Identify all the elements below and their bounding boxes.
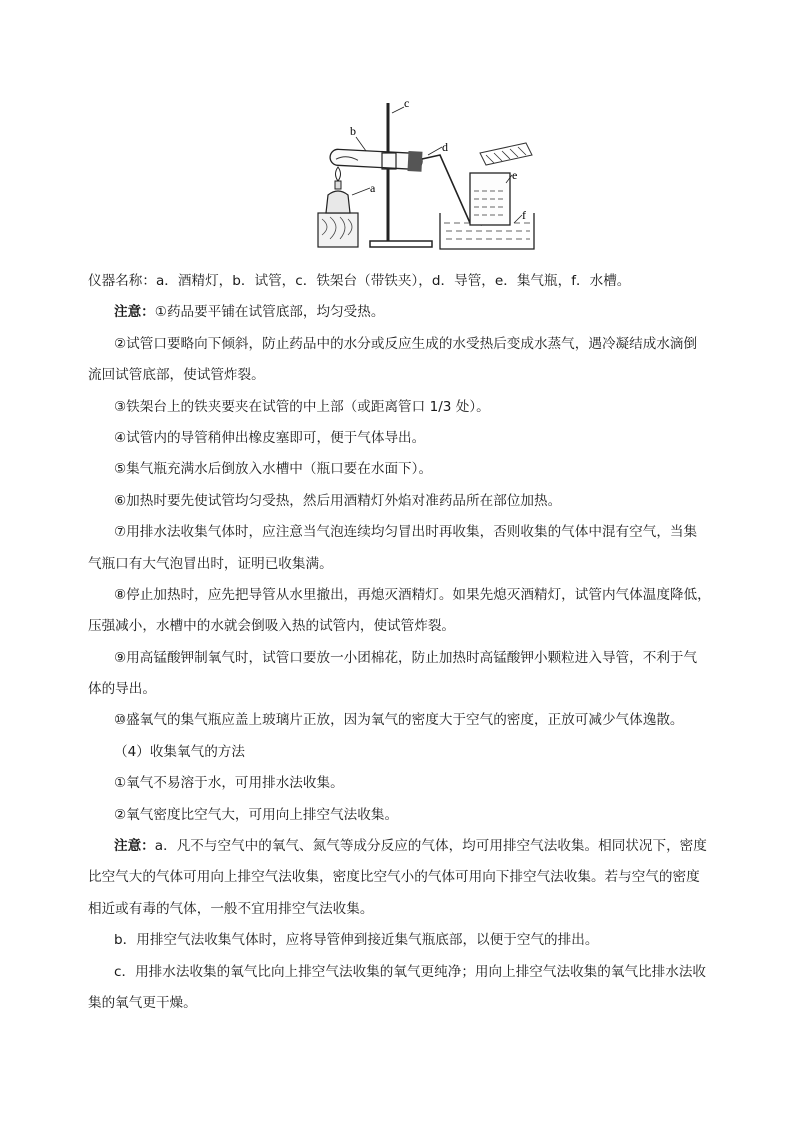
instrument-names: 仪器名称：a．酒精灯，b．试管，c．铁架台（带铁夹），d．导管，e．集气瓶，f．水槽。 xyxy=(88,273,631,289)
label-f: f xyxy=(522,208,526,222)
flame xyxy=(336,167,341,181)
note-c-line1: c．用排水法收集的氧气比向上排空气法收集的氧气更纯净；用向上排空气法收集的氧气比排水法收 xyxy=(114,963,707,980)
note-text: ①药品要平铺在试管底部，均匀受热。 xyxy=(154,304,385,321)
apparatus-svg xyxy=(300,95,548,260)
note-b: b．用排空气法收集气体时，应将导管伸到接近集气瓶底部，以便于空气的排出。 xyxy=(114,932,599,949)
document-body xyxy=(88,266,716,1019)
stand-base xyxy=(370,241,432,247)
note-8-line2: 压强减小，水槽中的水就会倒吸入热的试管内，使试管炸裂。 xyxy=(88,618,456,635)
note-4: ④试管内的导管稍伸出橡皮塞即可，便于气体导出。 xyxy=(114,429,426,446)
note-3: ③铁架台上的铁夹要夹在试管的中上部（或距离管口 1/3 处）。 xyxy=(114,398,490,415)
note-7-line1: ⑦用排水法收集气体时，应注意当气泡连续均匀冒出时再收集，否则收集的气体中混有空气，当集 xyxy=(114,524,698,541)
note-1 xyxy=(88,297,716,328)
note-a-text: a．凡不与空气中的氧气、氮气等成分反应的气体，均可用排空气法收集。相同状况下，密度 xyxy=(154,838,707,855)
note-a-line1 xyxy=(88,831,716,862)
note-2-line2: 流回试管底部，使试管炸裂。 xyxy=(88,367,265,384)
alcohol-lamp xyxy=(326,191,350,213)
label-c: c xyxy=(404,96,410,110)
note-7-line2: 气瓶口有大气泡冒出时，证明已收集满。 xyxy=(88,555,333,572)
note-c-line2: 集的氧气更干燥。 xyxy=(88,994,197,1011)
label-b: b xyxy=(350,124,356,138)
test-tube xyxy=(330,147,423,172)
label-d: d xyxy=(442,140,448,154)
stopper xyxy=(407,151,422,172)
note-a-line2: 比空气大的气体可用向上排空气法收集，密度比空气小的气体可用向下排空气法收集。若与空气的密度 xyxy=(88,869,700,886)
note-10: ⑩盛氧气的集气瓶应盖上玻璃片正放，因为氧气的密度大于空气的密度，正放可减少气体逸散。 xyxy=(114,712,684,729)
note-a-line3: 相近或有毒的气体，一般不宜用排空气法收集。 xyxy=(88,900,374,917)
note-label-2: 注意： xyxy=(114,838,155,855)
note-label: 注意： xyxy=(114,304,155,321)
apparatus-diagram xyxy=(300,95,548,260)
section-heading: （4）收集氧气的方法 xyxy=(114,743,245,760)
note-9-line1: ⑨用高锰酸钾制氧气时，试管口要放一小团棉花，防止加热时高锰酸钾小颗粒进入导管，不利于气 xyxy=(114,649,698,666)
method-1: ①氧气不易溶于水，可用排水法收集。 xyxy=(114,775,344,792)
note-6: ⑥加热时要先使试管均匀受热，然后用酒精灯外焰对准药品所在部位加热。 xyxy=(114,492,562,509)
wooden-block xyxy=(318,213,358,247)
label-a: a xyxy=(370,181,376,195)
label-e: e xyxy=(512,168,518,182)
note-8-line1: ⑧停止加热时，应先把导管从水里撤出，再熄灭酒精灯。如果先熄灭酒精灯，试管内气体温度降低， xyxy=(114,586,711,603)
note-2-line1: ②试管口要略向下倾斜，防止药品中的水分或反应生成的水受热后变成水蒸气，遇冷凝结成水滴倒 xyxy=(114,335,698,352)
note-9-line2: 体的导出。 xyxy=(88,681,156,698)
note-5: ⑤集气瓶充满水后倒放入水槽中（瓶口要在水面下）。 xyxy=(114,461,433,478)
method-2: ②氧气密度比空气大，可用向上排空气法收集。 xyxy=(114,806,399,823)
